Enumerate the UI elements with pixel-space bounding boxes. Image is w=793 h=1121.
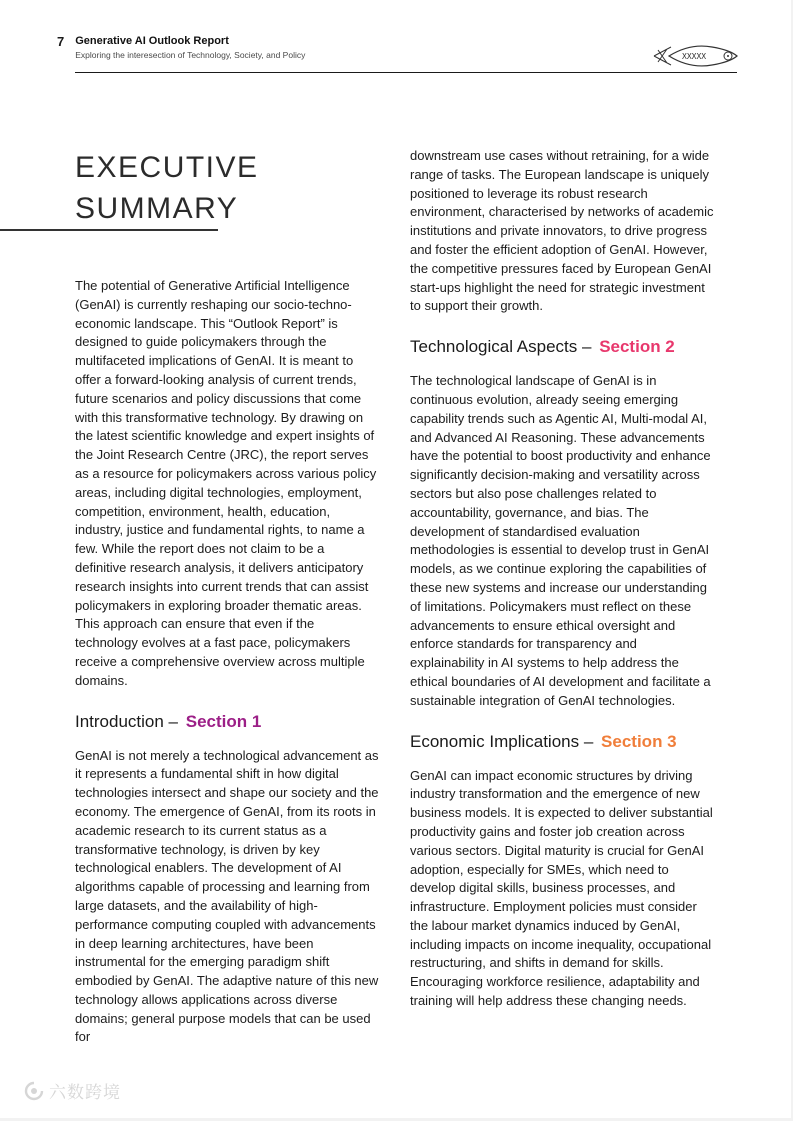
header-text-block (75, 35, 305, 60)
section2-heading-text: Technological Aspects – (410, 337, 592, 357)
page-number: 7 (57, 34, 65, 49)
title-underline (0, 229, 218, 231)
section1-heading (75, 712, 379, 732)
report-title: Generative AI Outlook Report (75, 35, 229, 47)
watermark-text: 六数跨境 (49, 1083, 121, 1103)
page-header (57, 35, 305, 60)
section2-label: Section 2 (599, 337, 675, 357)
page-title (75, 147, 259, 229)
watermark (24, 1078, 121, 1103)
section2-paragraph: The technological landscape of GenAI is in continuous evolution, already seeing emerging capability trends such as Agentic AI, Multi-modal AI, and Advanced AI Reasoning. These advancements have the potential to boost productivity and enhance significantly decision-making and versatility across sectors but also pose challenges related to accountability, governance, and bias. The development of standardised evaluation methodologies is essential to develop trust in GenAI models, as we continue exploring the capabilities of these new systems and increase our understanding of limitations. Policymakers must reflect on these advancements to ensure ethical oversight and enforce standards for transparency and explainability in AI systems to help address the ethical boundaries of AI development and facilitate a sustainable integration of GenAI technologies. (410, 373, 711, 708)
section3-heading-text: Economic Implications – (410, 731, 594, 751)
right-column (410, 147, 714, 1011)
section1-label: Section 1 (185, 711, 262, 731)
section1-heading-text: Introduction – (75, 711, 179, 731)
section2-heading (410, 337, 714, 357)
left-column (75, 277, 379, 1047)
section3-paragraph: GenAI can impact economic structures by driving industry transformation and the emergence of new business models. It is expected to deliver substantial productivity gains and foster job creation across various sectors. Digital maturity is crucial for GenAI adoption, especially for SMEs, which need to develop digital skills, business processes, and infrastructure. Employment policies must consider the labour market dynamics induced by GenAI, including impacts on income inequality, occupational restructuring, and shifts in demand for skills. Encouraging workforce resilience, adaptability and training will help address these changing needs. (410, 767, 713, 1009)
report-subtitle: Exploring the interesection of Technology, Society, and Policy (75, 50, 306, 60)
page-title-line2: SUMMARY (75, 192, 239, 225)
header-divider (75, 72, 737, 73)
fish-logo-graphic (652, 40, 740, 72)
section3-heading (410, 732, 714, 752)
page-title-line1: EXECUTIVE (75, 151, 259, 184)
watermark-logo-icon (24, 1081, 44, 1101)
fish-logo-text: XXXXX (682, 52, 707, 61)
section1-paragraph: GenAI is not merely a technological advancement as it represents a fundamental shift in how digital technologies intersect and shape our society and the economy. The emergence of GenAI, from its roots in academic research to its current status as a transformative technology, is driven by key technological enablers. The development of AI algorithms capable of processing and learning from large datasets, and the availability of high-performance computing coupled with advancements in deep learning architectures, have been instrumental for the emerging paradigm shift embodied by GenAI. The adaptive nature of this new technology allows applications across diverse domains; general purpose models that can be used for (75, 747, 379, 1045)
continuation-paragraph: downstream use cases without retraining, for a wide range of tasks. The European landscape is uniquely positioned to leverage its robust research environment, characterised by networks of academic institutions and private innovators, to drive progress and foster the efficient adoption of GenAI. However, the competitive pressures faced by European GenAI start-ups highlight the need for strategic investment to support their growth. (410, 148, 714, 314)
section3-label: Section 3 (601, 731, 677, 751)
fish-logo (652, 40, 740, 72)
intro-paragraph: The potential of Generative Artificial Intelligence (GenAI) is currently reshaping our socio-techno-economic landscape. This “Outlook Report” is designed to guide policymakers through the multifaceted implications of GenAI. It is meant to offer a forward-looking analysis of current trends, future scenarios and policy discussions that come with this transformative technology. By drawing on the latest scientific knowledge and expert insights of the Joint Research Centre (JRC), the report serves as a resource for policymakers across various policy areas, including digital technologies, employment, competition, environment, health, education, industry, justice and fundamental rights, to name a few. While the report does not claim to be a definitive research analysis, it delivers anticipatory research insights into current trends that can assist policymakers in exploring broader thematic areas. This approach can ensure that even if the technology evolves at a fast pace, policymakers receive a comprehensive overview across multiple domains. (75, 278, 377, 688)
